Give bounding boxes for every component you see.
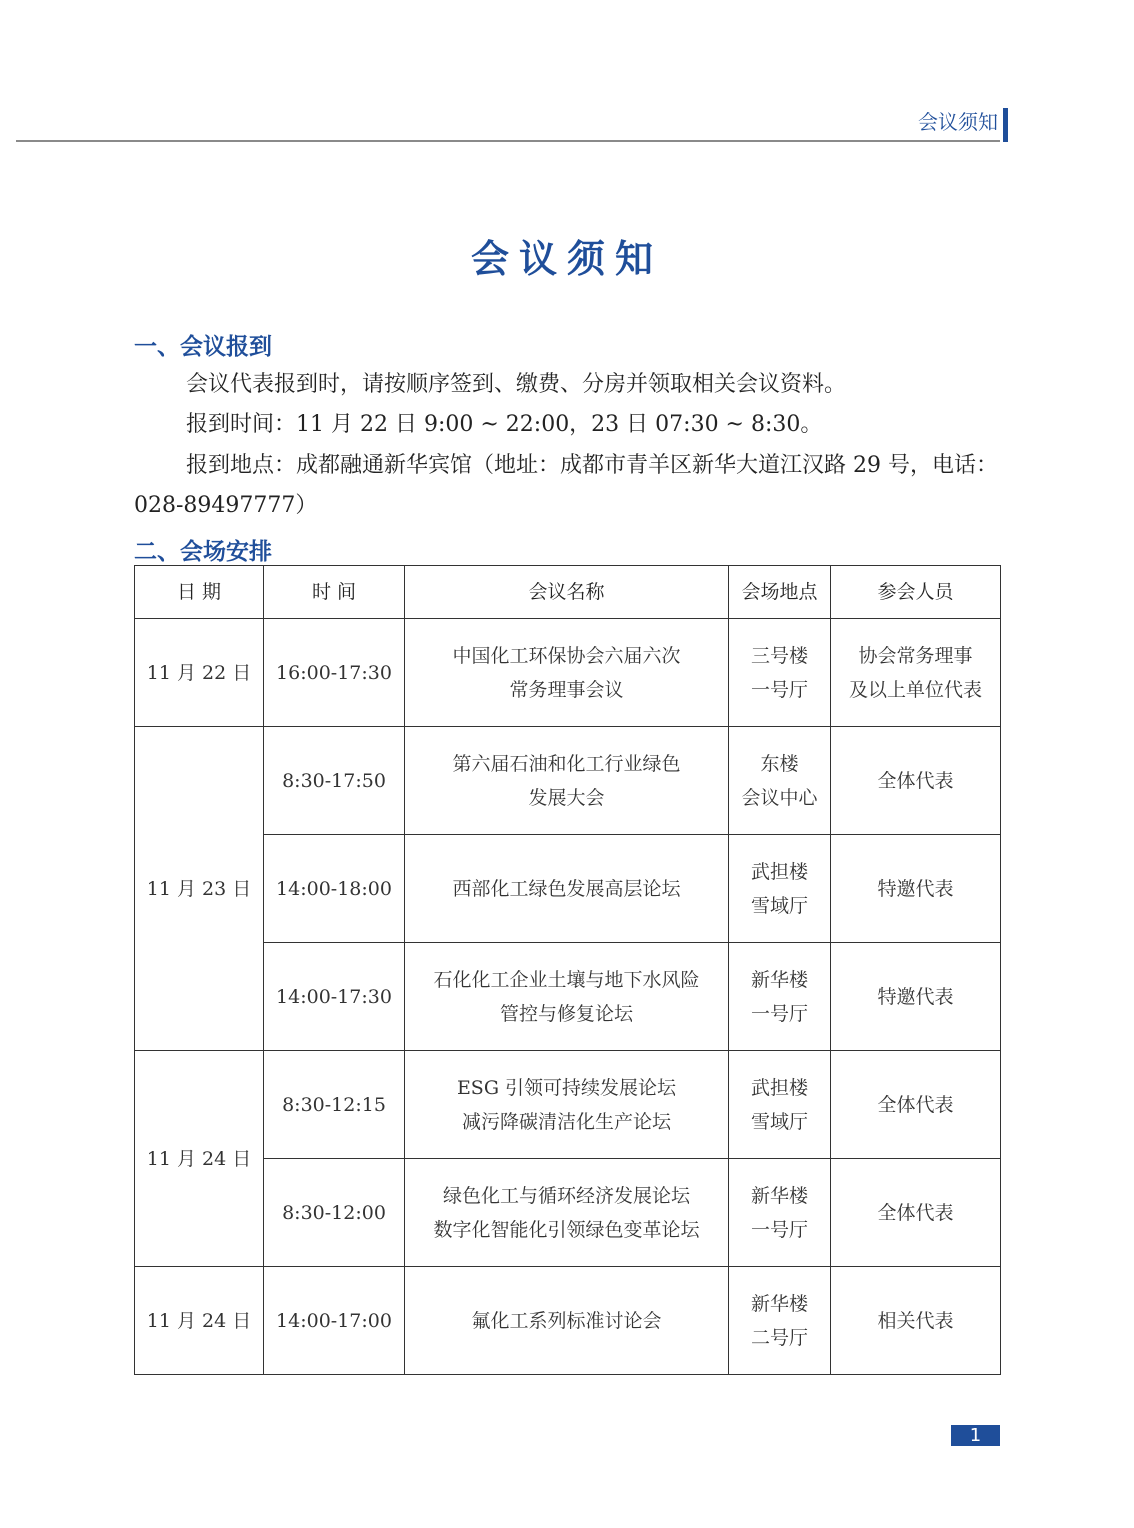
cell-venue-line: 雪域厅	[750, 1110, 808, 1133]
header-date: 日 期	[135, 566, 264, 619]
cell-date: 11 月 24 日	[135, 1267, 264, 1375]
cell-time: 14:00-17:00	[264, 1267, 405, 1375]
cell-venue-line: 武担楼	[750, 1076, 808, 1099]
paragraph-registration-instructions: 会议代表报到时，请按顺序签到、缴费、分房并领取相关会议资料。	[186, 372, 847, 397]
cell-venue-line: 武担楼	[750, 860, 808, 883]
cell-time: 8:30-17:50	[264, 727, 405, 835]
cell-venue	[729, 943, 831, 1051]
cell-venue	[729, 1159, 831, 1267]
cell-venue	[729, 727, 831, 835]
paragraph-registration-location: 报到地点：成都融通新华宾馆（地址：成都市青羊区新华大道江汉路 29 号，电话：028-89497777）	[134, 453, 998, 518]
cell-attendees	[831, 1159, 1001, 1267]
cell-attendees-line: 相关代表	[877, 1309, 954, 1332]
table-row	[135, 1267, 1001, 1375]
cell-venue-line: 雪域厅	[750, 894, 808, 917]
cell-name-line: 绿色化工与循环经济发展论坛	[442, 1184, 690, 1207]
cell-time: 14:00-18:00	[264, 835, 405, 943]
cell-attendees-line: 协会常务理事	[858, 644, 973, 667]
cell-name	[405, 835, 729, 943]
cell-venue-line: 三号楼	[750, 644, 808, 667]
table-row	[135, 1159, 1001, 1267]
cell-date: 11 月 23 日	[135, 727, 264, 1051]
cell-attendees-line: 特邀代表	[877, 985, 954, 1008]
cell-name-line: 发展大会	[528, 786, 605, 809]
cell-name-line: 管控与修复论坛	[499, 1002, 633, 1025]
cell-name-line: 第六届石油和化工行业绿色	[452, 752, 681, 775]
table-row	[135, 943, 1001, 1051]
cell-attendees	[831, 619, 1001, 727]
cell-name	[405, 943, 729, 1051]
table-row	[135, 727, 1001, 835]
section-heading-registration: 一、会议报到	[134, 334, 272, 360]
cell-venue-line: 会议中心	[741, 786, 818, 809]
cell-name	[405, 1267, 729, 1375]
cell-name	[405, 727, 729, 835]
cell-time: 14:00-17:30	[264, 943, 405, 1051]
cell-name-line: 中国化工环保协会六届六次	[452, 644, 681, 667]
table-row	[135, 835, 1001, 943]
header-venue: 会场地点	[729, 566, 831, 619]
cell-venue-line: 一号厅	[750, 1002, 808, 1025]
cell-venue-line: 新华楼	[750, 1184, 808, 1207]
cell-date: 11 月 24 日	[135, 1051, 264, 1267]
cell-venue	[729, 1267, 831, 1375]
cell-attendees-line: 全体代表	[877, 769, 954, 792]
cell-attendees	[831, 1267, 1001, 1375]
cell-attendees-line: 全体代表	[877, 1201, 954, 1224]
cell-venue	[729, 1051, 831, 1159]
cell-time: 16:00-17:30	[264, 619, 405, 727]
cell-time: 8:30-12:00	[264, 1159, 405, 1267]
table-row	[135, 1051, 1001, 1159]
cell-venue	[729, 619, 831, 727]
header-time: 时 间	[264, 566, 405, 619]
cell-name-line: 石化化工企业土壤与地下水风险	[433, 968, 700, 991]
header-divider	[16, 140, 1000, 142]
cell-attendees	[831, 835, 1001, 943]
cell-venue-line: 新华楼	[750, 1292, 808, 1315]
cell-venue-line: 一号厅	[750, 678, 808, 701]
paragraph-registration-time: 报到时间：11 月 22 日 9:00 ~ 22:00，23 日 07:30 ~ 8:30。	[186, 412, 823, 437]
cell-name-line: 减污降碳清洁化生产论坛	[461, 1110, 671, 1133]
cell-name-line: ESG 引领可持续发展论坛	[456, 1076, 677, 1099]
header-accent-bar	[1003, 108, 1008, 142]
cell-venue-line: 东楼	[760, 752, 799, 775]
cell-name-line: 氟化工系列标准讨论会	[471, 1309, 662, 1332]
cell-attendees-line: 全体代表	[877, 1093, 954, 1116]
cell-attendees-line: 及以上单位代表	[848, 678, 982, 701]
cell-time: 8:30-12:15	[264, 1051, 405, 1159]
cell-name	[405, 1159, 729, 1267]
cell-attendees-line: 特邀代表	[877, 877, 954, 900]
cell-venue	[729, 835, 831, 943]
table-header-row	[135, 566, 1001, 619]
cell-attendees	[831, 727, 1001, 835]
header-meeting-name: 会议名称	[405, 566, 729, 619]
running-header-title: 会议须知	[918, 110, 998, 134]
schedule-table	[134, 565, 1001, 1375]
cell-name-line: 西部化工绿色发展高层论坛	[452, 877, 681, 900]
cell-name-line: 数字化智能化引领绿色变革论坛	[433, 1218, 700, 1241]
page-number: 1	[951, 1425, 1000, 1446]
section-heading-venues: 二、会场安排	[134, 539, 272, 565]
cell-date: 11 月 22 日	[135, 619, 264, 727]
cell-attendees	[831, 1051, 1001, 1159]
cell-venue-line: 二号厅	[750, 1326, 808, 1349]
page-title: 会议须知	[470, 237, 663, 281]
cell-name	[405, 1051, 729, 1159]
table-row	[135, 619, 1001, 727]
cell-name	[405, 619, 729, 727]
cell-attendees	[831, 943, 1001, 1051]
header-attendees: 参会人员	[831, 566, 1001, 619]
cell-venue-line: 新华楼	[750, 968, 808, 991]
cell-name-line: 常务理事会议	[509, 678, 624, 701]
cell-venue-line: 一号厅	[750, 1218, 808, 1241]
